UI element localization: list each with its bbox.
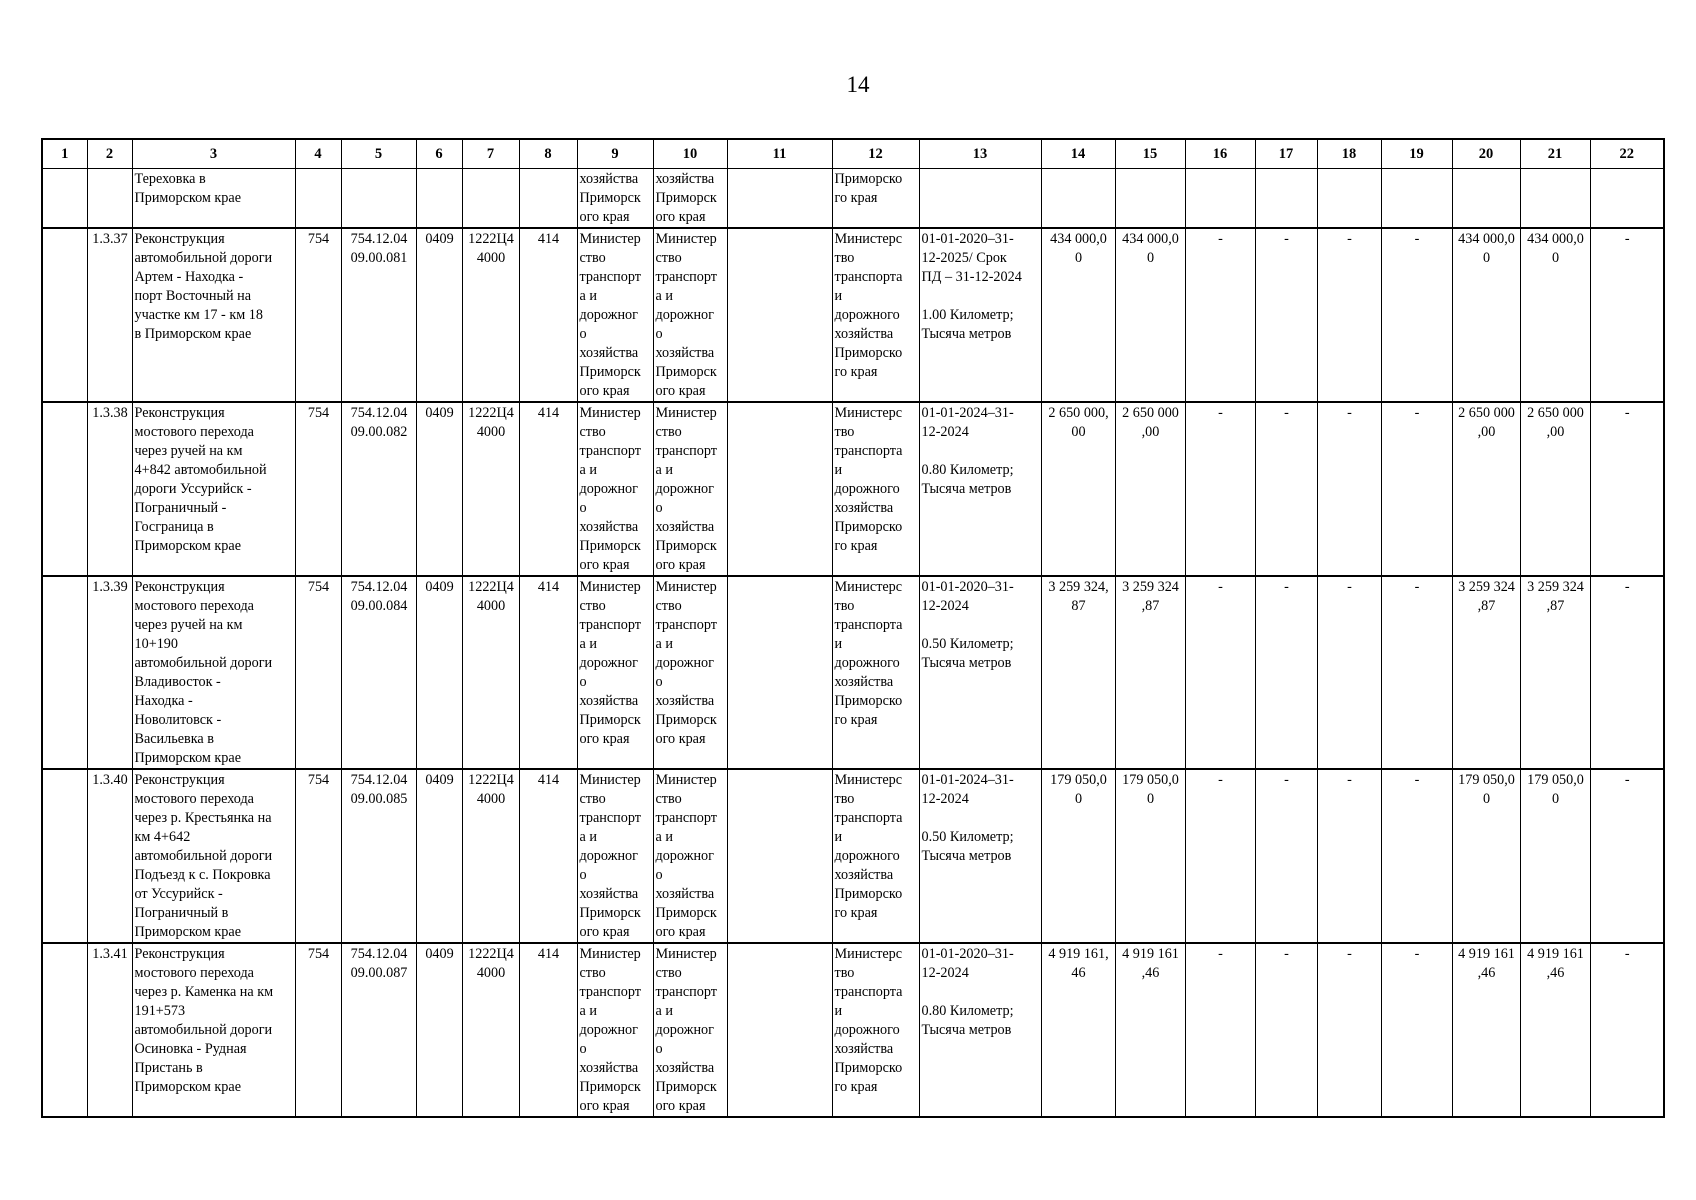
table-cell: 2 650 000 ,00: [1115, 402, 1185, 576]
table-cell: 1.3.41: [87, 943, 132, 1117]
table-cell: Тереховка в Приморском крае: [132, 169, 295, 229]
table-cell: Министерс тво транспорта и дорожного хозяйства Приморско го края: [832, 402, 919, 576]
table-cell: Приморско го края: [832, 169, 919, 229]
table-cell: 4 919 161 ,46: [1115, 943, 1185, 1117]
table-cell: 0409: [416, 943, 462, 1117]
table-body: [42, 169, 1664, 1118]
table-cell: -: [1185, 769, 1255, 943]
table-cell: [416, 169, 462, 229]
table-cell: -: [1590, 576, 1664, 769]
column-header: 2: [87, 139, 132, 169]
table-cell: 1.3.38: [87, 402, 132, 576]
table-cell: -: [1381, 576, 1452, 769]
table-cell: -: [1317, 576, 1381, 769]
column-header: 12: [832, 139, 919, 169]
table-cell: 0409: [416, 576, 462, 769]
table-cell: Реконструкция мостового перехода через ручей на км 4+842 автомобильной дороги Уссурийск - Пограничный - Госграница в Приморском крае: [132, 402, 295, 576]
table-cell: Реконструкция мостового перехода через р. Каменка на км 191+573 автомобильной дороги Осиновка - Рудная Пристань в Приморском крае: [132, 943, 295, 1117]
table-cell: 754.12.04 09.00.084: [341, 576, 416, 769]
table-row: [42, 402, 1664, 576]
table-cell: 754: [295, 576, 341, 769]
table-row: [42, 576, 1664, 769]
table-cell: 414: [519, 228, 577, 402]
table-cell: Министерс тво транспорта и дорожного хозяйства Приморско го края: [832, 943, 919, 1117]
table-cell: 0409: [416, 228, 462, 402]
table-cell: -: [1317, 769, 1381, 943]
table-cell: 01-01-2024–31- 12-2024 0.50 Километр; Тысяча метров: [919, 769, 1041, 943]
table-cell: Реконструкция мостового перехода через р. Крестьянка на км 4+642 автомобильной дороги Подъезд к с. Покровка от Уссурийск - Пограничный в Приморском крае: [132, 769, 295, 943]
table-cell: 2 650 000 ,00: [1452, 402, 1520, 576]
table-cell: 2 650 000, 00: [1041, 402, 1115, 576]
table-cell: [1381, 169, 1452, 229]
table-cell: 4 919 161, 46: [1041, 943, 1115, 1117]
table-row: [42, 943, 1664, 1117]
table-cell: -: [1317, 943, 1381, 1117]
table-cell: Реконструкция мостового перехода через ручей на км 10+190 автомобильной дороги Владивосток - Находка - Новолитовск - Васильевка в Приморском крае: [132, 576, 295, 769]
table-cell: -: [1590, 228, 1664, 402]
table-cell: [1520, 169, 1590, 229]
table-cell: 2 650 000 ,00: [1520, 402, 1590, 576]
table-cell: [727, 402, 832, 576]
table-cell: -: [1381, 769, 1452, 943]
table-cell: [1185, 169, 1255, 229]
table-cell: [462, 169, 519, 229]
table-cell: 179 050,0 0: [1520, 769, 1590, 943]
table-cell: [727, 169, 832, 229]
table-cell: 4 919 161 ,46: [1520, 943, 1590, 1117]
table-cell: 0409: [416, 402, 462, 576]
table-cell: 434 000,0 0: [1115, 228, 1185, 402]
table-cell: 3 259 324 ,87: [1115, 576, 1185, 769]
table-cell: 754.12.04 09.00.082: [341, 402, 416, 576]
table-cell: Министерс тво транспорта и дорожного хозяйства Приморско го края: [832, 228, 919, 402]
column-header: 6: [416, 139, 462, 169]
table-cell: [42, 228, 87, 402]
table-cell: 179 050,0 0: [1041, 769, 1115, 943]
table-cell: [519, 169, 577, 229]
table-cell: -: [1255, 769, 1317, 943]
table-cell: Министер ство транспорт а и дорожног о хозяйства Приморск ого края: [577, 769, 653, 943]
table-cell: Министер ство транспорт а и дорожног о хозяйства Приморск ого края: [577, 228, 653, 402]
table-cell: 434 000,0 0: [1520, 228, 1590, 402]
table-cell: -: [1381, 228, 1452, 402]
table-cell: 754.12.04 09.00.087: [341, 943, 416, 1117]
table-cell: хозяйства Приморск ого края: [653, 169, 727, 229]
table-cell: [42, 943, 87, 1117]
table-cell: 1222Ц4 4000: [462, 228, 519, 402]
table-cell: 1222Ц4 4000: [462, 402, 519, 576]
table-cell: 3 259 324, 87: [1041, 576, 1115, 769]
table-cell: -: [1381, 943, 1452, 1117]
column-header: 4: [295, 139, 341, 169]
table-cell: [727, 943, 832, 1117]
table-cell: 754.12.04 09.00.081: [341, 228, 416, 402]
table-cell: Министер ство транспорт а и дорожног о хозяйства Приморск ого края: [653, 943, 727, 1117]
table-cell: [727, 769, 832, 943]
table-cell: 414: [519, 576, 577, 769]
table-cell: 754: [295, 228, 341, 402]
table-cell: 3 259 324 ,87: [1520, 576, 1590, 769]
table-cell: 754: [295, 943, 341, 1117]
table-cell: [42, 576, 87, 769]
table-cell: -: [1185, 402, 1255, 576]
column-header: 20: [1452, 139, 1520, 169]
column-header: 7: [462, 139, 519, 169]
column-header: 3: [132, 139, 295, 169]
table-cell: Министерс тво транспорта и дорожного хозяйства Приморско го края: [832, 576, 919, 769]
table-cell: -: [1590, 769, 1664, 943]
table-cell: -: [1255, 228, 1317, 402]
table-cell: Реконструкция автомобильной дороги Артем - Находка - порт Восточный на участке км 17 - км 18 в Приморском крае: [132, 228, 295, 402]
page-number: 14: [846, 72, 870, 97]
table-cell: 414: [519, 769, 577, 943]
table-cell: 01-01-2020–31- 12-2024 0.80 Километр; Тысяча метров: [919, 943, 1041, 1117]
table-cell: Министер ство транспорт а и дорожног о хозяйства Приморск ого края: [653, 769, 727, 943]
table-cell: Министер ство транспорт а и дорожног о хозяйства Приморск ого края: [577, 402, 653, 576]
table-cell: Министер ство транспорт а и дорожног о хозяйства Приморск ого края: [653, 576, 727, 769]
column-header: 9: [577, 139, 653, 169]
table-cell: -: [1255, 402, 1317, 576]
table-cell: 3 259 324 ,87: [1452, 576, 1520, 769]
header-row: [42, 139, 1664, 169]
table-cell: [1041, 169, 1115, 229]
table-cell: -: [1185, 228, 1255, 402]
table-cell: -: [1185, 576, 1255, 769]
table-cell: Министерс тво транспорта и дорожного хозяйства Приморско го края: [832, 769, 919, 943]
column-header: 13: [919, 139, 1041, 169]
table-cell: Министер ство транспорт а и дорожног о хозяйства Приморск ого края: [577, 943, 653, 1117]
table-cell: Министер ство транспорт а и дорожног о хозяйства Приморск ого края: [653, 402, 727, 576]
table-cell: Министер ство транспорт а и дорожног о хозяйства Приморск ого края: [577, 576, 653, 769]
table-cell: хозяйства Приморск ого края: [577, 169, 653, 229]
table-cell: 434 000,0 0: [1452, 228, 1520, 402]
table-cell: 754: [295, 769, 341, 943]
table-cell: -: [1381, 402, 1452, 576]
table-cell: 0409: [416, 769, 462, 943]
table-cell: 179 050,0 0: [1452, 769, 1520, 943]
column-header: 1: [42, 139, 87, 169]
table-cell: 1222Ц4 4000: [462, 943, 519, 1117]
column-header: 16: [1185, 139, 1255, 169]
table-cell: [295, 169, 341, 229]
table-cell: [341, 169, 416, 229]
table-cell: -: [1590, 402, 1664, 576]
table-cell: 1222Ц4 4000: [462, 769, 519, 943]
table-cell: 4 919 161 ,46: [1452, 943, 1520, 1117]
table-cell: -: [1255, 576, 1317, 769]
table-cell: 414: [519, 402, 577, 576]
column-header: 15: [1115, 139, 1185, 169]
table-cell: [42, 402, 87, 576]
table-cell: [42, 769, 87, 943]
table-cell: 434 000,0 0: [1041, 228, 1115, 402]
table-cell: -: [1590, 943, 1664, 1117]
table-cell: [919, 169, 1041, 229]
column-header: 21: [1520, 139, 1590, 169]
table-cell: 01-01-2020–31- 12-2024 0.50 Километр; Тысяча метров: [919, 576, 1041, 769]
table-row: [42, 169, 1664, 229]
column-header: 19: [1381, 139, 1452, 169]
table-cell: -: [1317, 402, 1381, 576]
table-cell: -: [1185, 943, 1255, 1117]
table-cell: 01-01-2024–31- 12-2024 0.80 Километр; Тысяча метров: [919, 402, 1041, 576]
table-cell: -: [1317, 228, 1381, 402]
table-cell: 754: [295, 402, 341, 576]
column-header: 11: [727, 139, 832, 169]
column-header: 10: [653, 139, 727, 169]
table-cell: 1.3.40: [87, 769, 132, 943]
column-header: 5: [341, 139, 416, 169]
column-header: 8: [519, 139, 577, 169]
table-cell: [1590, 169, 1664, 229]
table-cell: 1222Ц4 4000: [462, 576, 519, 769]
table-cell: -: [1255, 943, 1317, 1117]
column-header: 17: [1255, 139, 1317, 169]
table-cell: 01-01-2020–31- 12-2025/ Срок ПД – 31-12-2024 1.00 Километр; Тысяча метров: [919, 228, 1041, 402]
column-header: 18: [1317, 139, 1381, 169]
table-cell: [87, 169, 132, 229]
budget-table: [41, 138, 1665, 1118]
table-row: [42, 769, 1664, 943]
column-header: 22: [1590, 139, 1664, 169]
table-cell: [727, 576, 832, 769]
table-cell: 1.3.37: [87, 228, 132, 402]
table-cell: 414: [519, 943, 577, 1117]
table-cell: 754.12.04 09.00.085: [341, 769, 416, 943]
table-cell: [1255, 169, 1317, 229]
table-cell: [727, 228, 832, 402]
column-header: 14: [1041, 139, 1115, 169]
table-cell: Министер ство транспорт а и дорожног о хозяйства Приморск ого края: [653, 228, 727, 402]
table-cell: [42, 169, 87, 229]
table-row: [42, 228, 1664, 402]
table-cell: [1115, 169, 1185, 229]
table-cell: [1317, 169, 1381, 229]
table-cell: [1452, 169, 1520, 229]
table-cell: 179 050,0 0: [1115, 769, 1185, 943]
table-cell: 1.3.39: [87, 576, 132, 769]
